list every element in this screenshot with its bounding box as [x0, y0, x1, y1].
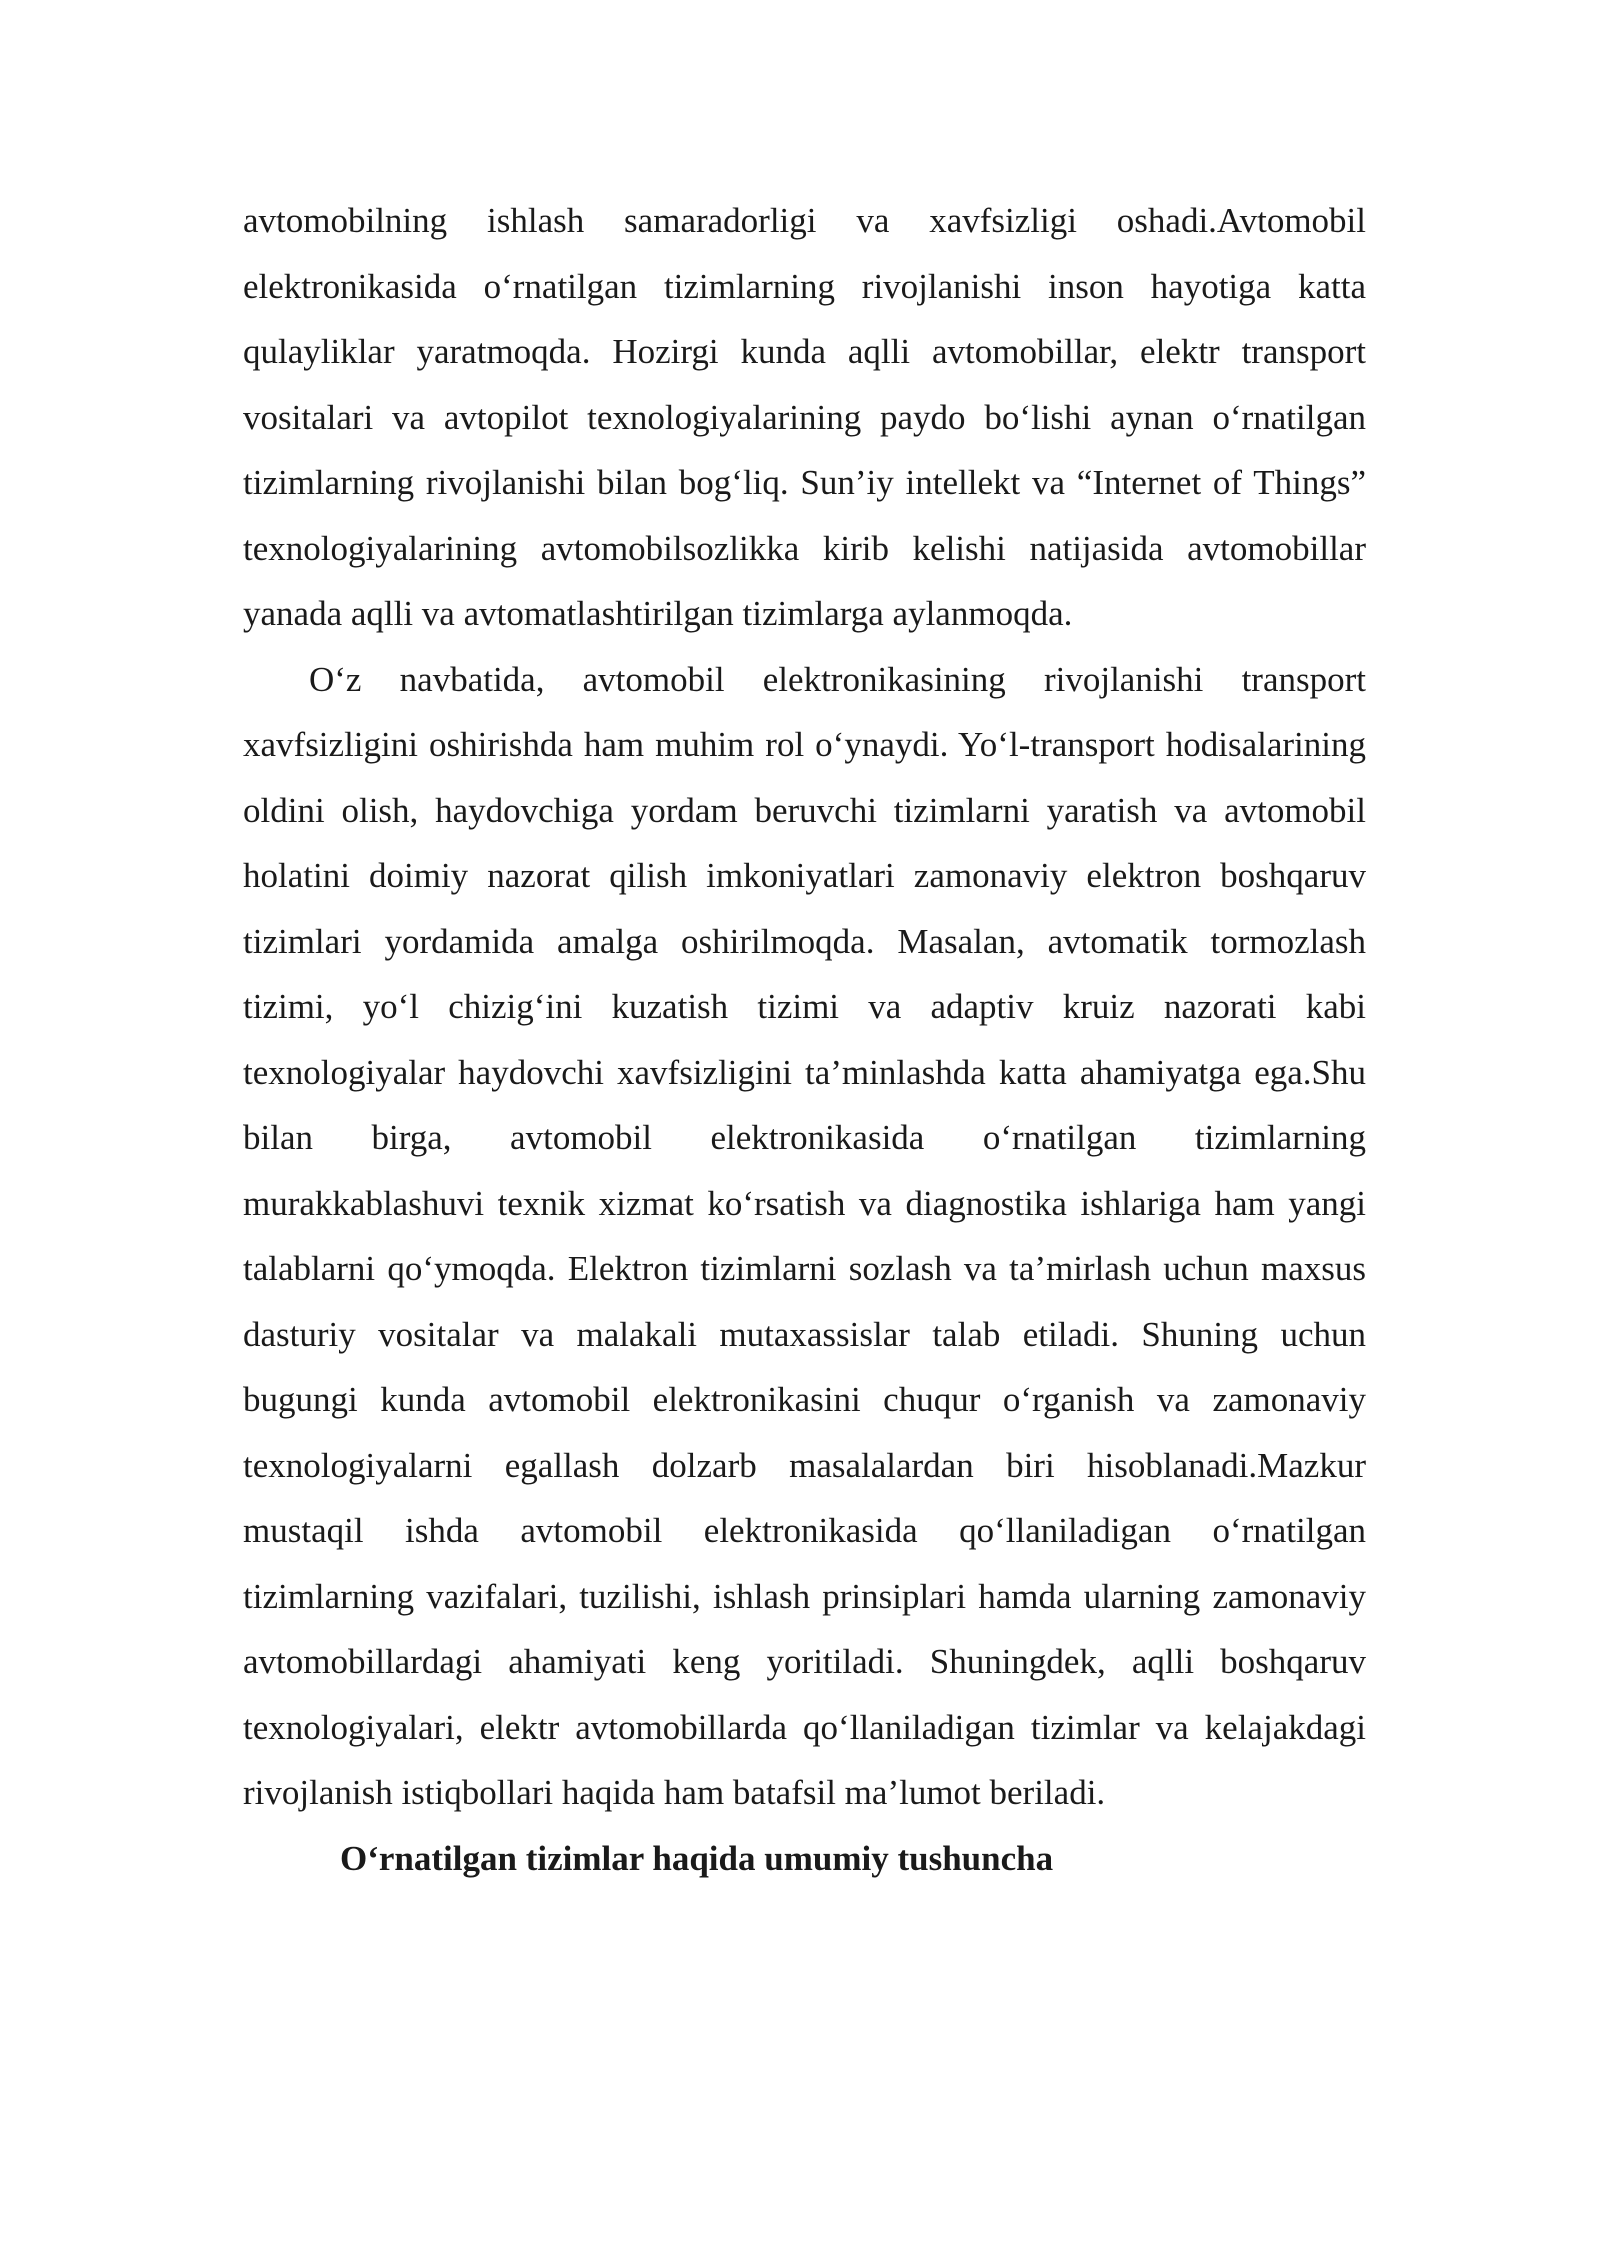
document-body	[243, 188, 1366, 1891]
section-heading: O‘rnatilgan tizimlar haqida umumiy tushuncha	[340, 1838, 1054, 1878]
paragraph-1: avtomobilning ishlash samaradorligi va xavfsizligi oshadi.Avtomobil elektronikasida o‘rnatilgan tizimlarning rivojlanishi inson hayotiga katta qulayliklar yaratmoqda. Hozirgi kunda aqlli avtomobillar, elektr transport vositalari va avtopilot texnologiyalarining paydo bo‘lishi aynan o‘rnatilgan tizimlarning rivojlanishi bilan bog‘liq. Sun’iy intellekt va “Internet of Things” texnologiyalarining avtomobilsozlikka kirib kelishi natijasida avtomobillar yanada aqlli va avtomatlashtirilgan tizimlarga aylanmoqda.	[243, 201, 1366, 633]
paragraph-2: O‘z navbatida, avtomobil elektronikasining rivojlanishi transport xavfsizligini oshirishda ham muhim rol o‘ynaydi. Yo‘l-transport hodisalarining oldini olish, haydovchiga yordam beruvchi tizimlarni yaratish va avtomobil holatini doimiy nazorat qilish imkoniyatlari zamonaviy elektron boshqaruv tizimlari yordamida amalga oshirilmoqda. Masalan, avtomatik tormozlash tizimi, yo‘l chizig‘ini kuzatish tizimi va adaptiv kruiz nazorati kabi texnologiyalar haydovchi xavfsizligini ta’minlashda katta ahamiyatga ega.Shu bilan birga, avtomobil elektronikasida o‘rnatilgan tizimlarning murakkablashuvi texnik xizmat ko‘rsatish va diagnostika ishlariga ham yangi talablarni qo‘ymoqda. Elektron tizimlarni sozlash va ta’mirlash uchun maxsus dasturiy vositalar va malakali mutaxassislar talab etiladi. Shuning uchun bugungi kunda avtomobil elektronikasini chuqur o‘rganish va zamonaviy texnologiyalarni egallash dolzarb masalalardan biri hisoblanadi.Mazkur mustaqil ishda avtomobil elektronikasida qo‘llaniladigan o‘rnatilgan tizimlarning vazifalari, tuzilishi, ishlash prinsiplari hamda ularning zamonaviy avtomobillardagi ahamiyati keng yoritiladi. Shuningdek, aqlli boshqaruv texnologiyalari, elektr avtomobillarda qo‘llaniladigan tizimlar va kelajakdagi rivojlanish istiqbollari haqida ham batafsil ma’lumot beriladi.	[243, 659, 1366, 1812]
